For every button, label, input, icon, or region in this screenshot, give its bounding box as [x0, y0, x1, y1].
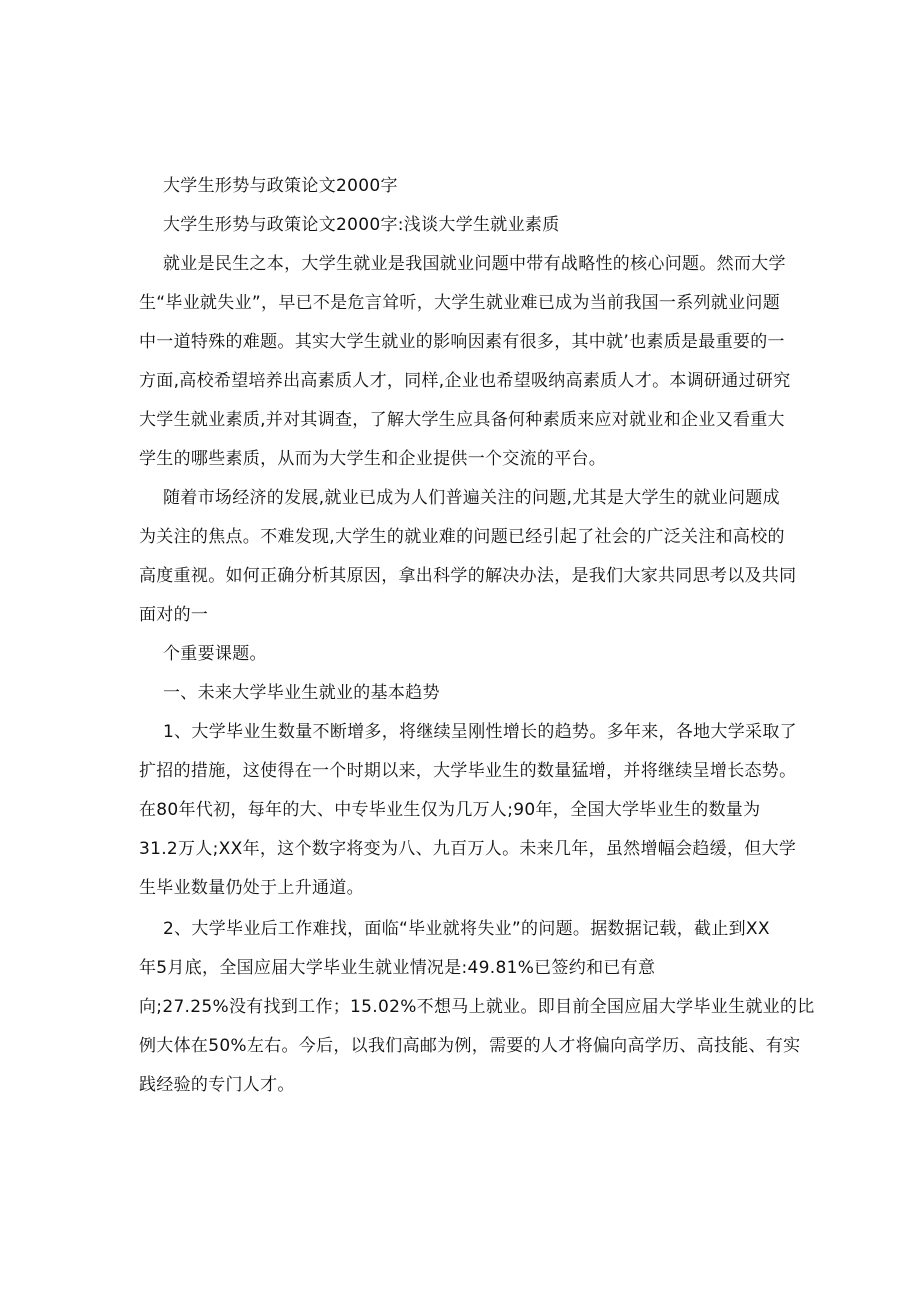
text-line: 方面,高校希望培养出高素质人才，同样,企业也希望吸纳高素质人才。本调研通过研究	[139, 371, 791, 391]
text-line: 践经验的专门人才。	[139, 1075, 295, 1095]
text-line: 生毕业数量仍处于上升通道。	[139, 878, 364, 898]
text-line: 学生的哪些素质，从而为大学生和企业提供一个交流的平台。	[139, 449, 607, 469]
text-line: 面对的一	[139, 605, 209, 625]
text-line: 在80年代初，每年的大、中专毕业生仅为几万人;90年，全国大学毕业生的数量为	[139, 800, 761, 820]
text-line: 1、大学毕业生数量不断增多，将继续呈刚性增长的趋势。多年来，各地大学采取了	[163, 722, 797, 742]
text-line: 生“毕业就失业”，早已不是危言耸听，大学生就业难已成为当前我国一系列就业问题	[139, 293, 781, 313]
text-line: 例大体在50%左右。今后，以我们高邮为例，需要的人才将偏向高学历、高技能、有实	[139, 1036, 801, 1056]
text-line: 高度重视。如何正确分析其原因，拿出科学的解决办法，是我们大家共同思考以及共同	[139, 566, 797, 586]
text-line: 为关注的焦点。不难发现,大学生的就业难的问题已经引起了社会的广泛关注和高校的	[139, 527, 785, 547]
document-title: 大学生形势与政策论文2000字	[163, 176, 398, 196]
text-line: 随着市场经济的发展,就业已成为人们普遍关注的问题,尤其是大学生的就业问题成	[163, 488, 780, 508]
text-line: 中一道特殊的难题。其实大学生就业的影响因素有很多，其中就’也素质是最重要的一	[139, 332, 785, 352]
text-line: 个重要课题。	[163, 644, 267, 664]
text-line: 2、大学毕业后工作难找，面临“毕业就将失业”的问题。据数据记载，截止到XX	[163, 919, 770, 939]
section-heading: 一、未来大学毕业生就业的基本趋势	[163, 683, 440, 703]
document-subtitle: 大学生形势与政策论文2000字:浅谈大学生就业素质	[163, 215, 560, 235]
text-line: 大学生就业素质,并对其调查，了解大学生应具备何种素质来应对就业和企业又看重大	[139, 410, 785, 430]
text-line: 31.2万人;XX年，这个数字将变为八、九百万人。未来几年，虽然增幅会趋缓，但大学	[139, 839, 797, 859]
text-line: 向;27.25%没有找到工作；15.02%不想马上就业。即目前全国应届大学毕业生就业的比	[139, 997, 815, 1017]
text-line: 就业是民生之本，大学生就业是我国就业问题中带有战略性的核心问题。然而大学	[163, 254, 786, 274]
text-line: 年5月底，全国应届大学毕业生就业情况是:49.81%已签约和已有意	[139, 958, 656, 978]
text-line: 扩招的措施，这使得在一个时期以来，大学毕业生的数量猛增，并将继续呈增长态势。	[139, 761, 797, 781]
